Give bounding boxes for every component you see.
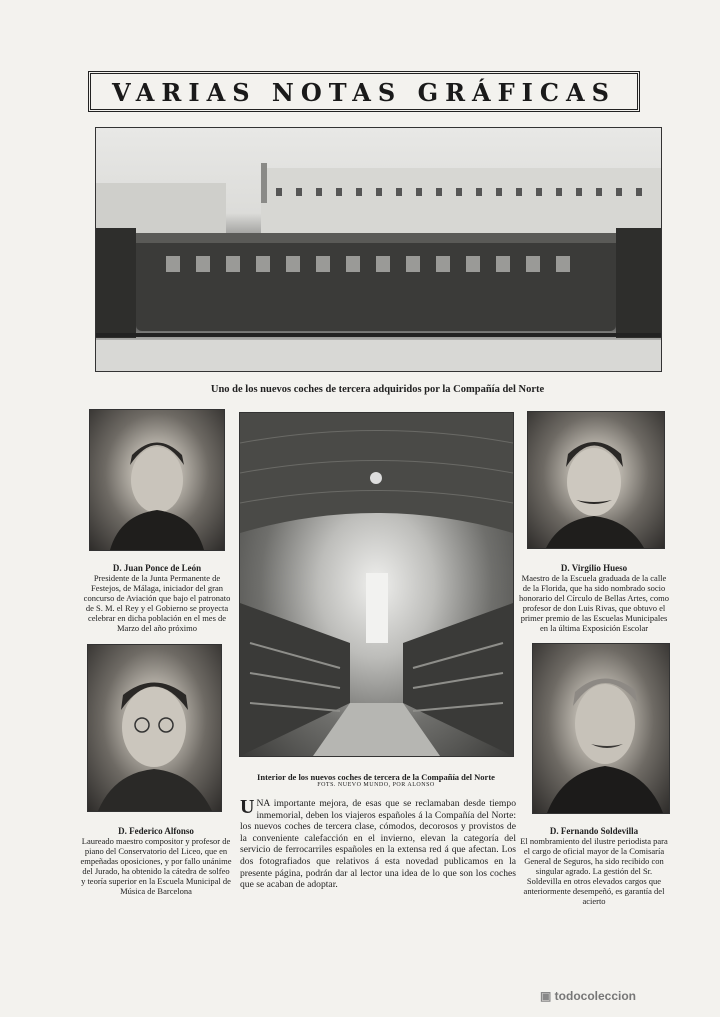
train-interior-photo [239, 412, 514, 757]
portrait-figure [88, 645, 221, 811]
bio-soldevilla [518, 826, 670, 906]
page-title-frame [88, 71, 640, 112]
bio-name: D. Federico Alfonso [118, 826, 194, 836]
bio-hueso [518, 563, 670, 633]
portrait-figure [528, 412, 664, 548]
bio-name: D. Virgilio Hueso [560, 563, 628, 573]
portrait-photo-alfonso [87, 644, 222, 812]
page-title: VARIAS NOTAS GRÁFICAS [112, 78, 616, 107]
portrait-figure [90, 410, 224, 550]
portrait-photo-ponce-de-leon [89, 409, 225, 551]
train-car-photo [95, 127, 662, 372]
bio-alfonso [80, 826, 232, 896]
article-body [240, 798, 516, 891]
train-photo-caption: Uno de los nuevos coches de tercera adquiridos por la Compañía del Norte [210, 384, 545, 395]
bio-name: D. Juan Ponce de León [112, 563, 202, 573]
train-car-illustration [96, 128, 661, 371]
article-text: NA importante mejora, de esas que se reclamaban desde tiempo inmemorial, deben los viajeros españoles á la Compañía del Norte: los nuevos coches de tercera clase, cómodos, decorosos y provistos de la conveniente calefacción en el invierno, elevan la categoría del servicio de ferrocarriles españoles en la extensa red á que afectan. Los dos fotografiados que relativos á esta novedad publicamos en la presente página, podrán dar al lector una idea de lo que son los coches que se acaban de adoptar. [240, 798, 516, 891]
bio-name: D. Fernando Soldevilla [549, 826, 639, 836]
article-dropcap: U [240, 796, 255, 818]
photo-credit: FOTS. NUEVO MUNDO, POR ALONSO [317, 782, 435, 788]
bio-text: El nombramiento del ilustre periodista para el cargo de oficial mayor de la Comisaría General de Seguros, ha sido recibido con singular agrado. La gestión del Sr. Soldevilla en otros elevados cargos que anteriormente desempeñó, es garantía del acierto [520, 836, 668, 906]
bio-text: Presidente de la Junta Permanente de Festejos, de Málaga, iniciador del gran concurso de Aviación que bajo el patronato de S. M. el Rey y el Gobierno se proyecta celebrar en dicha población en el mes de Marzo del año próximo [83, 573, 231, 633]
interior-photo-caption: Interior de los nuevos coches de tercera de la Compañía del Norte [257, 772, 495, 782]
watermark [540, 989, 636, 1003]
train-interior-illustration [240, 413, 513, 756]
portrait-photo-soldevilla [532, 643, 670, 814]
bio-text: Laureado maestro compositor y profesor de piano del Conservatorio del Liceo, que en empeñadas oposiciones, y por fallo unánime del Jurado, ha obtenido la cátedra de solfeo y teoría superior en la Escuela Municipal de Música de Barcelona [80, 836, 232, 896]
bio-text: Maestro de la Escuela graduada de la calle de la Florida, que ha sido nombrado socio honorario del Círculo de Bellas Artes, como profesor de don Luis Rivas, que obtuvo el primer premio de las Escuelas Municipales en la última Exposición Escolar [519, 573, 669, 633]
watermark-text: todocoleccion [554, 989, 637, 1003]
watermark-logo-icon: ▣ [540, 989, 555, 1003]
portrait-photo-hueso [527, 411, 665, 549]
bio-ponce-de-leon [82, 563, 232, 633]
portrait-figure [533, 644, 669, 813]
